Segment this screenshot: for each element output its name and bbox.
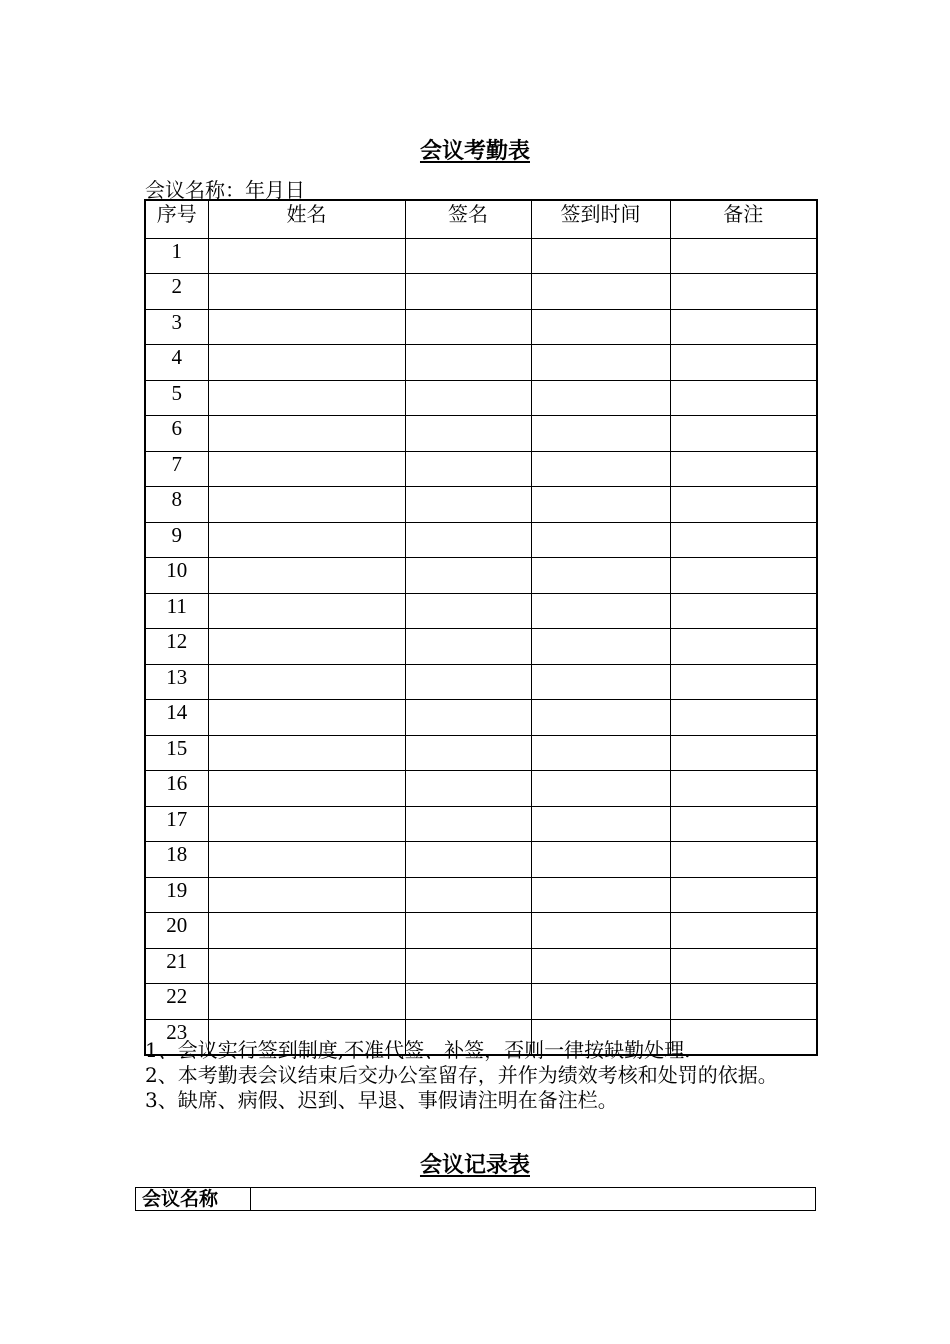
remarks-cell[interactable] — [670, 593, 817, 629]
header-remarks: 备注 — [670, 200, 817, 238]
notes-section — [145, 1038, 815, 1113]
checkin-time-cell[interactable] — [531, 629, 670, 665]
row-number: 21 — [145, 948, 208, 984]
attendance-row — [145, 806, 817, 842]
record-title: 会议记录表 — [419, 1153, 530, 1178]
attendance-row — [145, 309, 817, 345]
signature-cell[interactable] — [405, 522, 531, 558]
signature-cell[interactable] — [405, 629, 531, 665]
attendance-row — [145, 487, 817, 523]
remarks-cell[interactable] — [670, 380, 817, 416]
row-number: 3 — [145, 309, 208, 345]
checkin-time-cell[interactable] — [531, 487, 670, 523]
name-cell[interactable] — [208, 664, 405, 700]
checkin-time-cell[interactable] — [531, 984, 670, 1020]
signature-cell[interactable] — [405, 380, 531, 416]
name-cell[interactable] — [208, 593, 405, 629]
name-cell[interactable] — [208, 913, 405, 949]
attendance-row — [145, 522, 817, 558]
signature-cell[interactable] — [405, 309, 531, 345]
attendance-title: 会议考勤表 — [419, 139, 530, 164]
remarks-cell[interactable] — [670, 416, 817, 452]
record-value-cell[interactable] — [251, 1188, 816, 1211]
name-cell[interactable] — [208, 948, 405, 984]
attendance-row — [145, 948, 817, 984]
remarks-cell[interactable] — [670, 629, 817, 665]
signature-cell[interactable] — [405, 451, 531, 487]
row-number: 22 — [145, 984, 208, 1020]
signature-cell[interactable] — [405, 806, 531, 842]
signature-cell[interactable] — [405, 416, 531, 452]
attendance-row — [145, 842, 817, 878]
header-name: 姓名 — [208, 200, 405, 238]
record-label: 会议名称 — [136, 1188, 251, 1211]
attendance-row — [145, 913, 817, 949]
remarks-cell[interactable] — [670, 309, 817, 345]
checkin-time-cell[interactable] — [531, 309, 670, 345]
attendance-row — [145, 345, 817, 381]
checkin-time-cell[interactable] — [531, 700, 670, 736]
checkin-time-cell[interactable] — [531, 416, 670, 452]
remarks-cell[interactable] — [670, 700, 817, 736]
name-cell[interactable] — [208, 984, 405, 1020]
attendance-row — [145, 238, 817, 274]
remarks-cell[interactable] — [670, 238, 817, 274]
row-number: 12 — [145, 629, 208, 665]
attendance-row — [145, 877, 817, 913]
attendance-row — [145, 558, 817, 594]
name-cell[interactable] — [208, 735, 405, 771]
row-number: 5 — [145, 380, 208, 416]
name-cell[interactable] — [208, 487, 405, 523]
signature-cell[interactable] — [405, 948, 531, 984]
name-cell[interactable] — [208, 629, 405, 665]
signature-cell[interactable] — [405, 842, 531, 878]
attendance-row — [145, 771, 817, 807]
checkin-time-cell[interactable] — [531, 238, 670, 274]
attendance-row — [145, 735, 817, 771]
name-cell[interactable] — [208, 558, 405, 594]
remarks-cell[interactable] — [670, 984, 817, 1020]
remarks-cell[interactable] — [670, 948, 817, 984]
name-cell[interactable] — [208, 309, 405, 345]
row-number: 9 — [145, 522, 208, 558]
name-cell[interactable] — [208, 345, 405, 381]
row-number: 2 — [145, 274, 208, 310]
name-cell[interactable] — [208, 380, 405, 416]
signature-cell[interactable] — [405, 558, 531, 594]
row-number: 15 — [145, 735, 208, 771]
signature-cell[interactable] — [405, 664, 531, 700]
checkin-time-cell[interactable] — [531, 451, 670, 487]
attendance-row — [145, 700, 817, 736]
row-number: 23 — [145, 1019, 208, 1055]
meeting-name-line: 会议名称：年月日 — [145, 178, 305, 202]
row-number: 10 — [145, 558, 208, 594]
row-number: 11 — [145, 593, 208, 629]
row-number: 6 — [145, 416, 208, 452]
name-cell[interactable] — [208, 416, 405, 452]
name-cell[interactable] — [208, 842, 405, 878]
checkin-time-cell[interactable] — [531, 842, 670, 878]
remarks-cell[interactable] — [670, 913, 817, 949]
signature-cell[interactable] — [405, 984, 531, 1020]
remarks-cell[interactable] — [670, 345, 817, 381]
row-number: 4 — [145, 345, 208, 381]
signature-cell[interactable] — [405, 700, 531, 736]
attendance-row — [145, 593, 817, 629]
attendance-table — [144, 199, 818, 1056]
name-cell[interactable] — [208, 522, 405, 558]
attendance-row — [145, 274, 817, 310]
name-cell[interactable] — [208, 700, 405, 736]
signature-cell[interactable] — [405, 771, 531, 807]
remarks-cell[interactable] — [670, 771, 817, 807]
header-signature: 签名 — [405, 200, 531, 238]
name-cell[interactable] — [208, 771, 405, 807]
row-number: 13 — [145, 664, 208, 700]
checkin-time-cell[interactable] — [531, 593, 670, 629]
header-seq: 序号 — [145, 200, 208, 238]
name-cell[interactable] — [208, 877, 405, 913]
header-checkin-time: 签到时间 — [531, 200, 670, 238]
checkin-time-cell[interactable] — [531, 806, 670, 842]
attendance-row — [145, 451, 817, 487]
note-item: 1、会议实行签到制度,不准代签、补签，否则一律按缺勤处理. — [145, 1038, 691, 1062]
remarks-cell[interactable] — [670, 877, 817, 913]
record-table — [135, 1187, 816, 1211]
row-number: 1 — [145, 238, 208, 274]
row-number: 18 — [145, 842, 208, 878]
signature-cell[interactable] — [405, 345, 531, 381]
attendance-header-row — [145, 200, 817, 238]
name-cell[interactable] — [208, 238, 405, 274]
row-number: 19 — [145, 877, 208, 913]
checkin-time-cell[interactable] — [531, 345, 670, 381]
row-number: 8 — [145, 487, 208, 523]
attendance-row — [145, 984, 817, 1020]
attendance-row — [145, 380, 817, 416]
row-number: 14 — [145, 700, 208, 736]
name-cell[interactable] — [208, 451, 405, 487]
row-number: 7 — [145, 451, 208, 487]
remarks-cell[interactable] — [670, 806, 817, 842]
signature-cell[interactable] — [405, 913, 531, 949]
remarks-cell[interactable] — [670, 842, 817, 878]
name-cell[interactable] — [208, 806, 405, 842]
signature-cell[interactable] — [405, 877, 531, 913]
name-cell[interactable] — [208, 274, 405, 310]
remarks-cell[interactable] — [670, 522, 817, 558]
remarks-cell[interactable] — [670, 735, 817, 771]
checkin-time-cell[interactable] — [531, 558, 670, 594]
checkin-time-cell[interactable] — [531, 522, 670, 558]
checkin-time-cell[interactable] — [531, 664, 670, 700]
signature-cell[interactable] — [405, 238, 531, 274]
remarks-cell[interactable] — [670, 274, 817, 310]
row-number: 20 — [145, 913, 208, 949]
note-item: 2、本考勤表会议结束后交办公室留存，并作为绩效考核和处罚的依据。 — [145, 1063, 778, 1087]
signature-cell[interactable] — [405, 735, 531, 771]
remarks-cell[interactable] — [670, 558, 817, 594]
checkin-time-cell[interactable] — [531, 877, 670, 913]
remarks-cell[interactable] — [670, 664, 817, 700]
signature-cell[interactable] — [405, 487, 531, 523]
record-row — [136, 1188, 816, 1211]
checkin-time-cell[interactable] — [531, 735, 670, 771]
row-number: 17 — [145, 806, 208, 842]
attendance-row — [145, 629, 817, 665]
checkin-time-cell[interactable] — [531, 274, 670, 310]
signature-cell[interactable] — [405, 274, 531, 310]
row-number: 16 — [145, 771, 208, 807]
remarks-cell[interactable] — [670, 451, 817, 487]
checkin-time-cell[interactable] — [531, 380, 670, 416]
signature-cell[interactable] — [405, 593, 531, 629]
attendance-row — [145, 416, 817, 452]
checkin-time-cell[interactable] — [531, 771, 670, 807]
checkin-time-cell[interactable] — [531, 948, 670, 984]
note-item: 3、缺席、病假、迟到、早退、事假请注明在备注栏。 — [145, 1088, 618, 1112]
remarks-cell[interactable] — [670, 487, 817, 523]
checkin-time-cell[interactable] — [531, 913, 670, 949]
attendance-row — [145, 664, 817, 700]
